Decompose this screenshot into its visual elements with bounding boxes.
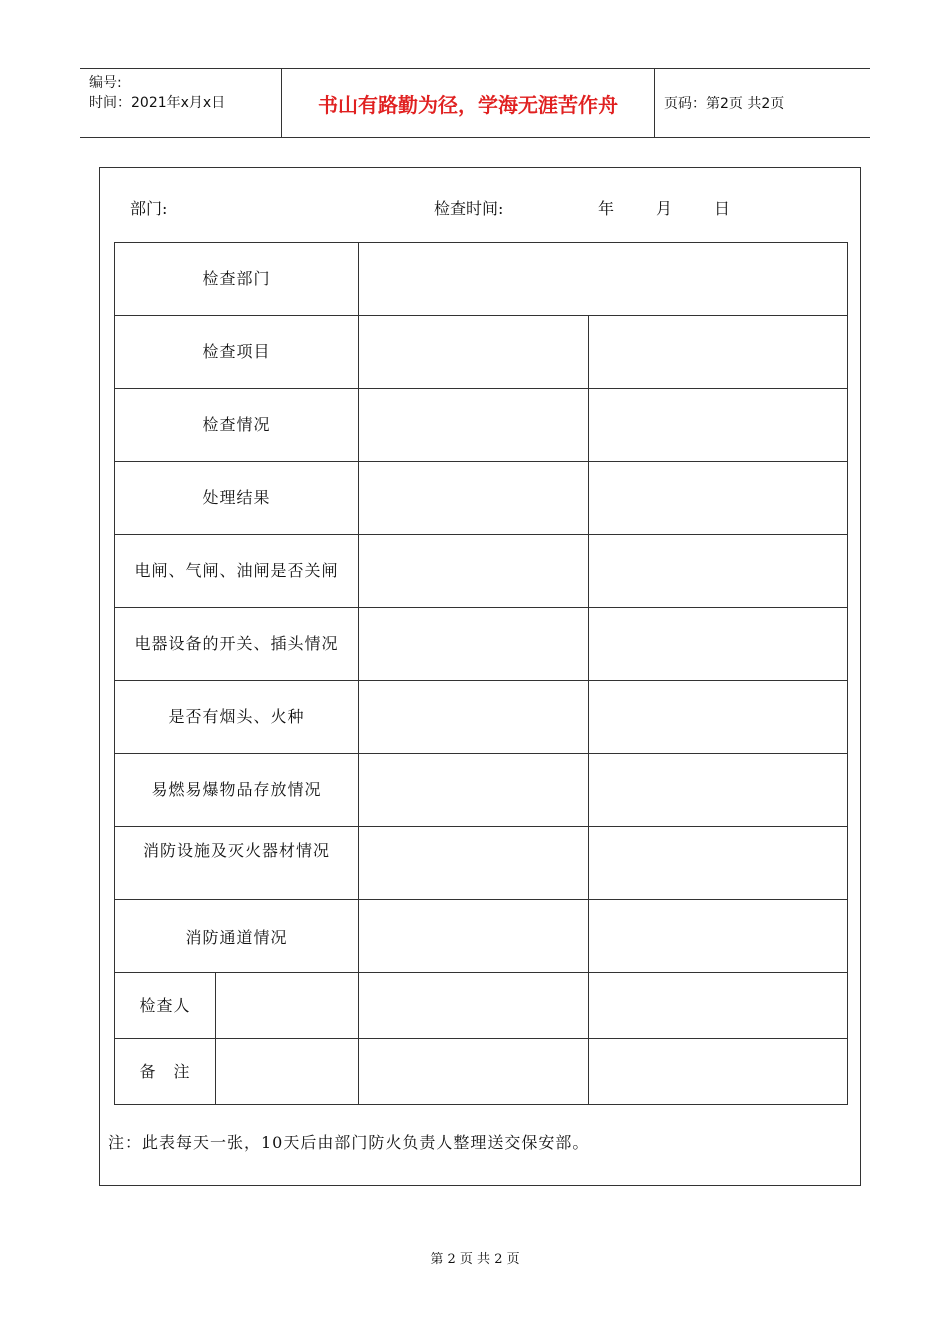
table-cell[interactable] bbox=[589, 462, 848, 535]
table-cell[interactable] bbox=[589, 608, 848, 681]
header-info bbox=[89, 73, 225, 113]
month-label: 月 bbox=[656, 199, 673, 218]
table-row bbox=[115, 389, 848, 462]
day-label: 日 bbox=[714, 199, 731, 218]
header-number-label: 编号: bbox=[89, 75, 122, 91]
table-cell[interactable] bbox=[216, 1039, 359, 1105]
row-label: 处理结果 bbox=[115, 462, 359, 535]
row-label: 消防通道情况 bbox=[115, 900, 359, 973]
row-label: 电闸、气闸、油闸是否关闸 bbox=[115, 535, 359, 608]
dept-label: 部门: bbox=[130, 199, 168, 218]
page-footer: 第 2 页 共 2 页 bbox=[430, 1252, 520, 1267]
header-page-info: 页码：第2页 共2页 bbox=[664, 96, 785, 112]
table-row bbox=[115, 973, 848, 1039]
table-cell[interactable] bbox=[359, 462, 589, 535]
check-time-label: 检查时间: bbox=[434, 199, 504, 218]
table-row bbox=[115, 608, 848, 681]
table-cell[interactable] bbox=[589, 681, 848, 754]
table-cell[interactable] bbox=[359, 243, 848, 316]
table-cell[interactable] bbox=[589, 535, 848, 608]
row-label: 检查情况 bbox=[115, 389, 359, 462]
table-cell[interactable] bbox=[359, 535, 589, 608]
table-cell[interactable] bbox=[359, 608, 589, 681]
table-cell[interactable] bbox=[589, 754, 848, 827]
table-cell[interactable] bbox=[359, 1039, 589, 1105]
row-label: 检查部门 bbox=[115, 243, 359, 316]
table-cell[interactable] bbox=[216, 973, 359, 1039]
table-row bbox=[115, 535, 848, 608]
row-label: 检查项目 bbox=[115, 316, 359, 389]
table-row bbox=[115, 316, 848, 389]
table-cell[interactable] bbox=[359, 389, 589, 462]
table-cell[interactable] bbox=[589, 973, 848, 1039]
table-cell[interactable] bbox=[359, 316, 589, 389]
year-label: 年 bbox=[598, 199, 615, 218]
table-row bbox=[115, 243, 848, 316]
row-label: 是否有烟头、火种 bbox=[115, 681, 359, 754]
table-cell[interactable] bbox=[589, 900, 848, 973]
header-motto: 书山有路勤为径，学海无涯苦作舟 bbox=[318, 92, 618, 117]
row-label: 电器设备的开关、插头情况 bbox=[115, 608, 359, 681]
table-row bbox=[115, 681, 848, 754]
table-cell[interactable] bbox=[359, 900, 589, 973]
header-time-label: 时间：2021年x月x日 bbox=[89, 95, 226, 111]
table-row bbox=[115, 1039, 848, 1105]
table-row bbox=[115, 462, 848, 535]
table-cell[interactable] bbox=[589, 1039, 848, 1105]
table-cell[interactable] bbox=[359, 827, 589, 900]
table-cell[interactable] bbox=[589, 316, 848, 389]
remarks-label: 备 注 bbox=[115, 1039, 216, 1105]
inspection-table bbox=[114, 242, 848, 1105]
table-row bbox=[115, 827, 848, 900]
table-cell[interactable] bbox=[359, 681, 589, 754]
row-label: 易燃易爆物品存放情况 bbox=[115, 754, 359, 827]
table-cell[interactable] bbox=[589, 389, 848, 462]
table-row bbox=[115, 900, 848, 973]
table-row bbox=[115, 754, 848, 827]
table-cell[interactable] bbox=[359, 973, 589, 1039]
inspector-label: 检查人 bbox=[115, 973, 216, 1039]
form-note: 注：此表每天一张，10天后由部门防火负责人整理送交保安部。 bbox=[108, 1133, 590, 1152]
header-divider bbox=[654, 69, 655, 137]
row-label: 消防设施及灭火器材情况 bbox=[115, 827, 359, 900]
table-cell[interactable] bbox=[359, 754, 589, 827]
table-cell[interactable] bbox=[589, 827, 848, 900]
page-header bbox=[80, 68, 870, 138]
